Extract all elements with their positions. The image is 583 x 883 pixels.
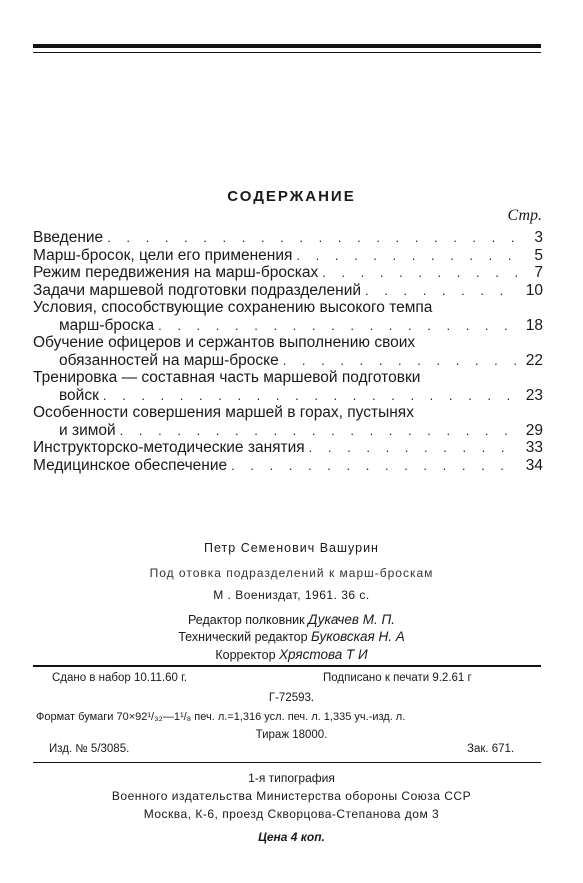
toc-entry-training-tasks[interactable]: [33, 282, 543, 300]
toc-page-number: 10: [525, 281, 543, 299]
toc-entry-drill[interactable]: [33, 369, 543, 404]
tech-editor-credit: [0, 629, 583, 644]
toc-page-number: 33: [525, 439, 543, 456]
toc-page-number: 23: [525, 386, 543, 404]
printing-house-address: Москва, К-6, проезд Скворцова-Степанова дом 3: [143, 807, 440, 821]
censor-number: Г-72593.: [268, 692, 315, 704]
editor-label: Редактор полковник: [187, 613, 305, 627]
top-rule-thin: [33, 52, 541, 53]
signed-for-print-date: Подписано к печати 9.2.61 г: [323, 672, 472, 684]
publisher-line: М . Воениздат, 1961. 36 с.: [213, 588, 370, 602]
toc-page-number: 5: [534, 246, 543, 264]
toc-entry-introduction[interactable]: [33, 229, 543, 247]
toc-leader-dots: [283, 352, 517, 370]
toc-page-number: 18: [525, 316, 543, 334]
toc-entry-text: Инструкторско-методические занятия: [33, 439, 305, 456]
toc-entry-instructor-sessions[interactable]: [33, 439, 543, 457]
editor-name: Дукачев М. П.: [308, 612, 396, 627]
toc-leader-dots: [103, 387, 517, 405]
toc-entry-text: Медицинское обеспечение: [33, 456, 228, 474]
toc-page-number: 34: [525, 456, 543, 474]
lower-rule: [33, 762, 541, 763]
tech-editor-label: Технический редактор: [178, 630, 308, 644]
toc-entry-text: Особенности совершения маршей в горах, пустынях: [33, 404, 414, 421]
corrector-name: Хрястова Т И: [279, 647, 368, 662]
toc-entry-text: Условия, способствующие сохранению высокого темпа: [33, 299, 433, 316]
top-rule-thick: [33, 44, 541, 48]
paper-format: Формат бумаги 70×92¹/₃₂—1¹/₈ печ. л.=1,316 усл. печ. л. 1,335 уч.-изд. л.: [36, 711, 406, 723]
toc-entry-text: Режим передвижения на марш-бросках: [33, 264, 319, 281]
corrector-label: Корректор: [215, 648, 276, 662]
tech-editor-name: Буковская Н. А: [311, 629, 405, 644]
toc-entry-text-continued: обязанностей на марш-броске: [59, 351, 279, 369]
toc-title: СОДЕРЖАНИЕ: [227, 188, 356, 205]
toc-entry-movement-mode[interactable]: [33, 264, 543, 282]
toc-leader-dots: [231, 457, 517, 475]
toc-page-number: 22: [525, 351, 543, 369]
author-name: Петр Семенович Вашурин: [204, 541, 379, 555]
order-number: Зак. 671.: [467, 743, 515, 755]
toc-leader-dots: [120, 422, 517, 440]
publication-number: Изд. № 5/3085.: [49, 743, 130, 755]
toc-leader-dots: [158, 317, 517, 335]
book-title: Под отовка подразделений к марш-броскам: [149, 566, 434, 580]
toc-leader-dots: [309, 439, 517, 457]
toc-entry-text-continued: марш-броска: [59, 316, 155, 334]
toc-entry-officer-training[interactable]: [33, 334, 543, 369]
table-of-contents: [33, 229, 543, 474]
toc-page-number: 7: [534, 264, 543, 281]
toc-leader-dots: [296, 247, 517, 265]
toc-entry-text: Обучение офицеров и сержантов выполнению своих: [33, 334, 416, 351]
toc-leader-dots: [365, 282, 517, 300]
page-column-header: Стр.: [507, 207, 542, 224]
editor-credit: [0, 612, 583, 627]
toc-entry-text: Марш-бросок, цели его применения: [33, 246, 293, 264]
toc-entry-march-purpose[interactable]: [33, 247, 543, 265]
printing-house: 1-я типография: [248, 771, 335, 785]
toc-leader-dots: [322, 264, 517, 282]
toc-entry-text: Задачи маршевой подготовки подразделений: [33, 281, 362, 299]
price: Цена 4 коп.: [258, 830, 325, 844]
print-run: Тираж 18000.: [255, 729, 328, 741]
toc-entry-special-conditions[interactable]: [33, 404, 543, 439]
toc-entry-medical-support[interactable]: [33, 457, 543, 475]
toc-entry-text: Тренировка — составная часть маршевой подготовки: [33, 369, 421, 386]
middle-rule: [33, 665, 541, 667]
toc-entry-text-continued: и зимой: [59, 421, 116, 439]
toc-entry-text-continued: войск: [59, 386, 99, 404]
toc-entry-tempo-conditions[interactable]: [33, 299, 543, 334]
sent-to-print-date: Сдано в набор 10.11.60 г.: [52, 672, 188, 684]
toc-entry-text: Введение: [33, 229, 104, 246]
printing-house-owner: Военного издательства Министерства обороны Союза ССР: [111, 789, 472, 803]
corrector-credit: [0, 647, 583, 662]
toc-leader-dots: [107, 229, 517, 247]
toc-page-number: 3: [534, 229, 543, 246]
toc-page-number: 29: [525, 421, 543, 439]
